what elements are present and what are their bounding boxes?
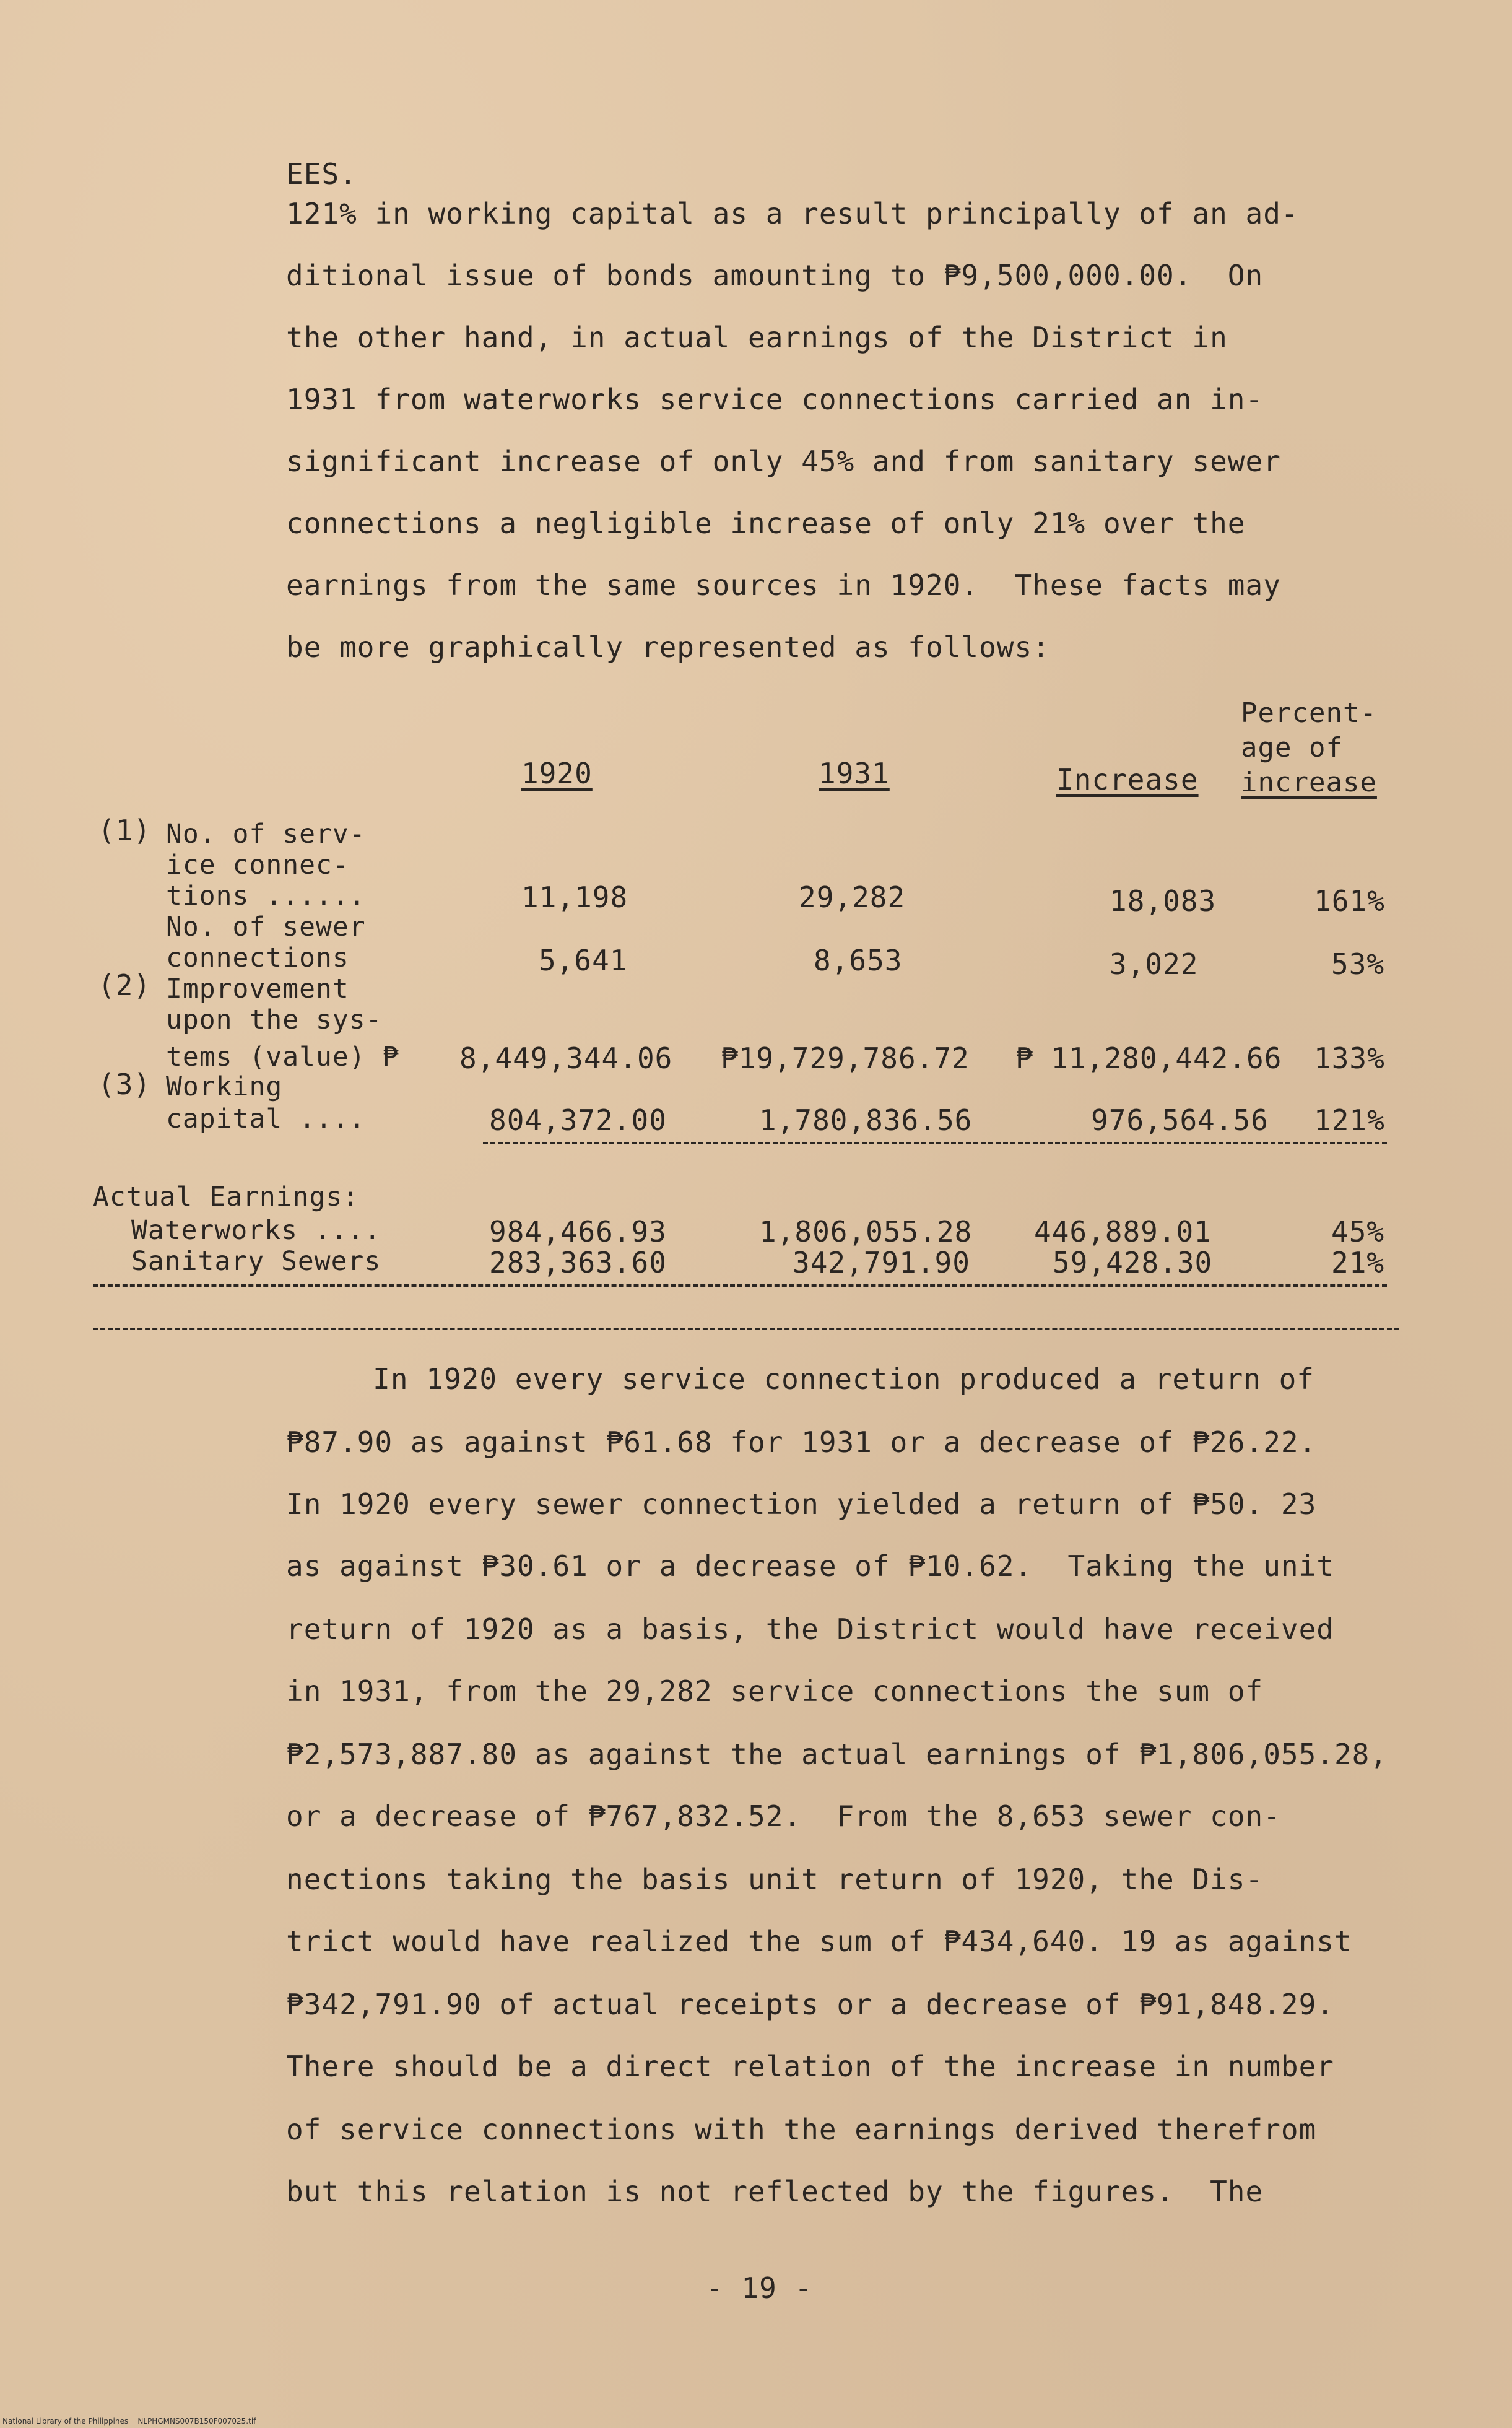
row-number: (2) (98, 968, 152, 1002)
row-label: Sanitary Sewers (131, 1246, 381, 1277)
page-number: - 19 - (706, 2271, 813, 2305)
earnings-heading: Actual Earnings: (93, 1181, 360, 1212)
header-1931: 1931 (819, 757, 890, 790)
body-line: There should be a direct relation of the increase in number (286, 2050, 1334, 2083)
cell-percent: 161% (1314, 884, 1385, 918)
cell-1920: 5,641 (539, 944, 628, 977)
row-label: Waterworks .... (131, 1215, 381, 1246)
body-line: nections taking the basis unit return of 1920, the Dis- (286, 1863, 1264, 1896)
intro-line: the other hand, in actual earnings of the District in (286, 321, 1228, 354)
cell-1931: 1,806,055.28 (759, 1215, 973, 1248)
body-line: In 1920 every service connection produced a return of (266, 1362, 1314, 1396)
header-percent-line3: increase (1241, 767, 1377, 798)
intro-line: ditional issue of bonds amounting to ₱9,500,000.00. On (286, 259, 1264, 292)
intro-line: 1931 from waterworks service connections carried an in- (286, 383, 1264, 416)
body-line: or a decrease of ₱767,832.52. From the 8,653 sewer con- (286, 1799, 1281, 1833)
row-label: Improvement (166, 973, 349, 1004)
cell-1931: ₱19,729,786.72 (721, 1042, 970, 1075)
body-line: trict would have realized the sum of ₱434,640. 19 as against (286, 1925, 1352, 1958)
cell-increase: 3,022 (1110, 947, 1199, 981)
cell-1931: 29,282 (799, 881, 906, 914)
row-label: No. of sewer (166, 912, 366, 942)
cell-1931: 342,791.90 (793, 1246, 970, 1279)
body-line: ₱87.90 as against ₱61.68 for 1931 or a decrease of ₱26.22. (286, 1425, 1317, 1459)
row-label: tems (value) ₱ (166, 1042, 399, 1073)
cell-1931: 1,780,836.56 (759, 1103, 973, 1137)
body-line: ₱342,791.90 of actual receipts or a decrease of ₱91,848.29. (286, 1988, 1334, 2021)
cell-1931: 8,653 (814, 944, 903, 977)
row-label: upon the sys- (166, 1004, 383, 1035)
header-mark: EES. (286, 157, 357, 191)
intro-line: connections a negligible increase of only 21% over the (286, 507, 1246, 540)
cell-1920: 11,198 (521, 881, 628, 914)
intro-line: 121% in working capital as a result principally of an ad- (286, 197, 1299, 230)
cell-1920: 804,372.00 (489, 1103, 667, 1137)
header-percent-line2: age of (1241, 732, 1343, 764)
archive-footer: National Library of the Philippines NLPHGMNS007B150F007025.tif (2, 2417, 256, 2426)
body-line: in 1931, from the 29,282 service connections the sum of (286, 1674, 1264, 1708)
body-line: In 1920 every sewer connection yielded a return of ₱50. 23 (286, 1487, 1317, 1521)
intro-line: significant increase of only 45% and from sanitary sewer (286, 445, 1281, 478)
table-rule (93, 1284, 1387, 1287)
cell-increase: 18,083 (1110, 884, 1217, 918)
body-line: as against ₱30.61 or a decrease of ₱10.62. Taking the unit (286, 1549, 1334, 1583)
body-line: but this relation is not reflected by the figures. The (286, 2175, 1264, 2208)
header-1920: 1920 (521, 757, 593, 790)
row-label: No. of serv- (166, 819, 366, 850)
body-line: return of 1920 as a basis, the District would have received (286, 1612, 1334, 1646)
intro-line: be more graphically represented as follows: (286, 630, 1050, 664)
cell-increase: 59,428.30 (1053, 1246, 1213, 1279)
intro-line: earnings from the same sources in 1920. These facts may (286, 568, 1281, 602)
cell-increase: 446,889.01 (1034, 1215, 1212, 1248)
header-percent-line1: Percent- (1241, 697, 1377, 729)
cell-percent: 121% (1314, 1103, 1385, 1137)
row-number: (3) (98, 1068, 152, 1101)
cell-percent: 133% (1314, 1042, 1385, 1075)
row-label: Working (166, 1071, 283, 1102)
table-rule (483, 1142, 1387, 1144)
cell-1920: 984,466.93 (489, 1215, 667, 1248)
row-label: connections (166, 942, 349, 973)
row-label: ice connec- (166, 850, 349, 881)
row-label: capital .... (166, 1103, 366, 1134)
body-line: ₱2,573,887.80 as against the actual earnings of ₱1,806,055.28, (286, 1738, 1388, 1771)
cell-1920: 8,449,344.06 (459, 1042, 673, 1075)
cell-increase: 976,564.56 (1091, 1103, 1269, 1137)
table-rule (93, 1328, 1399, 1330)
cell-percent: 53% (1331, 947, 1385, 981)
cell-percent: 21% (1331, 1246, 1385, 1279)
row-label: tions ...... (166, 881, 366, 912)
cell-percent: 45% (1331, 1215, 1385, 1248)
header-increase: Increase (1056, 763, 1199, 796)
cell-1920: 283,363.60 (489, 1246, 667, 1279)
body-line: of service connections with the earnings derived therefrom (286, 2113, 1317, 2146)
row-number: (1) (98, 814, 152, 847)
cell-increase: ₱ 11,280,442.66 (1015, 1042, 1282, 1075)
